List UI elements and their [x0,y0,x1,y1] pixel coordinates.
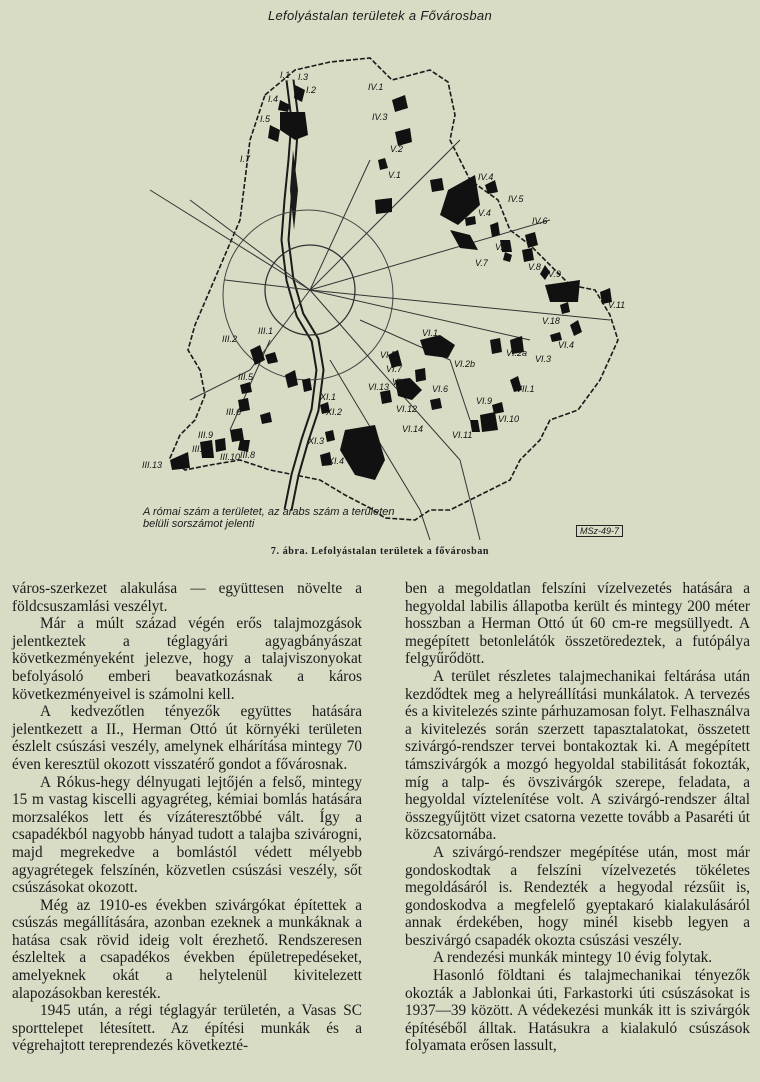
map-label: XI.1 [320,392,337,402]
paragraph: A kedvezőtlen tényezők együttes hatására jelentkezett a II., Herman Ottó út környéki területen észlelt csúszási veszély, amelynek elhárítása mintegy 70 éven keresztül okozott visszatérő gondot a fővárosnak. [12,703,362,773]
map-label: VI.5 [380,350,397,360]
map-label: VI.6 [432,384,449,394]
map-label: VI.7 [386,364,403,374]
budapest-map [130,40,640,540]
map-labels [142,70,625,470]
left-column [12,580,362,1055]
map-label: III.8 [240,450,256,460]
map-label: VI.13 [368,382,390,392]
map-label: I.1 [280,70,291,80]
map-label: V.8 [528,262,541,272]
paragraph: Hasonló földtani és talajmechanikai tényezők okozták a Jablonkai úti, Farkastorki úti csúszásokat is 1937—39 között. A védekezési munkák itt is szivárgók építéséből álltak. Hatásukra a kialakuló csúszások folyamata erősen lassult, [405,967,750,1055]
map-label: IV.6 [532,216,548,226]
map-label: V.7 [475,258,488,268]
map-label: V.6 [495,242,508,252]
map-label: VI.12 [396,404,418,414]
map-figure [130,40,640,540]
map-label: I.4 [268,94,279,104]
map-label: VI.8 [392,377,409,387]
map-label: VI.9 [476,396,493,406]
map-label: VI.4 [558,340,575,350]
paragraph: A Rókus-hegy délnyugati lejtőjén a felső, mintegy 15 m vastag kiscelli agyagréteg, kémiai bomlás hatására morzsalékos lett és vízáteresztőbbé vált. Így a csapadékból nagyobb hányad tudott a talajba szivárogni, majd megrekedve a bomlástól védett mélyebb agyagrétegek felszínén, közvetlen csúszási veszély, sőt csúszásokat okozott. [12,773,362,897]
paragraph: A rendezési munkák mintegy 10 évig folytak. [433,949,713,967]
map-label: VI.14 [402,424,424,434]
map-label: V.18 [542,316,560,326]
map-label: III.5 [238,372,254,382]
map-label: VI.2b [454,359,476,369]
map-label: III.6 [226,407,242,417]
map-label: V.4 [478,208,491,218]
map-label: I.5 [260,114,271,124]
map-label: XI.2 [326,407,343,417]
map-label: I.7 [240,154,251,164]
map-label: XI.4 [328,456,345,466]
map-label: III.10 [220,452,241,462]
map-label: VI.2a [506,348,528,358]
map-legend: A római szám a területet, az arabs szám a területen belüli sorszámot jelenti [143,506,395,530]
map-label: VI.11 [452,430,473,440]
map-label: I.3 [298,72,309,82]
map-label: III.1 [258,326,274,336]
map-label: IV.1 [368,82,384,92]
paragraph: város-szerkezet alakulása — együttesen növelte a földcsuszamlási veszélyt. [12,580,362,615]
map-label: I.2 [306,85,317,95]
map-stamp: MSz-49-7 [576,525,623,537]
map-label: IV.5 [508,194,524,204]
map-label: V.3 [448,212,461,222]
map-label: V.2 [390,144,403,154]
map-label: III.13 [142,460,163,470]
map-label: IV.4 [478,172,494,182]
paragraph: A szivárgó-rendszer megépítése után, most már gondoskodtak a felszíni vízelvezetés tökéletes megoldásáról is. Rendezték a hegyodal rézsűit is, gondoskodva a megfelelő gyeptakaró kialakulásáról annak érdekében, hogy minél kisebb legyen a beszivárgó csapadék okozta csúszási veszély. [405,843,750,949]
map-label: VI.10 [498,414,520,424]
paragraph: ben a megoldatlan felszíni vízelvezetés hatására a hegyoldal labilis állapotba került és mintegy 200 méter hosszban a Herman Ottó út 60 cm-re megsüllyedt. A megépített betonlelátók összetöredeztek, a futópálya felgyűrődött. [405,580,750,668]
figure-caption: 7. ábra. Lefolyástalan területek a fővárosban [270,546,490,557]
map-label: III.9 [198,430,214,440]
map-label: VI.3 [535,354,552,364]
map-label: VII.1 [516,384,535,394]
map-label: III.2 [222,334,238,344]
map-label: IV.3 [372,112,388,122]
paragraph: 1945 után, a régi téglagyár területén, a Vasas SC sporttelepet létesített. Az építési munkák és a végrehajtott tereprendezés következté- [12,1002,362,1055]
paragraph: Még az 1910-es években szivárgókat építettek a csúszás megállítására, azonban ezeknek a munkáknak a hatása csak rövid ideig volt érezhető. Rendszeresen észleltek a csapadékos években épületrepedéseket, amelyeknek okát a helytelenül kivitelezett alapozásokban keresték. [12,896,362,1002]
right-column [405,580,750,1055]
paragraph: A terület részletes talajmechanikai feltárása után kezdődtek meg a helyreállítási munkálatok. A tervezés és a kivitelezés szinte párhuzamosan folyt. Felhasználva a kivitelezés során szerzett tapasztalatokat, összetett szivárgó-rendszer tervei bontakoztak ki. A megépített támszivárgók a mozgó hegyoldal stabilitását fokozták, míg a talp- és övszivárgók szerepe, feladata, a hegyoldal víztelenítése volt. A szivárgó-rendszer által összegyűjtött vizet csatorna vezette tovább a Pasaréti út közcsatornába. [405,667,750,844]
map-title: Lefolyástalan területek a Fővárosban [268,8,492,23]
map-label: XI.3 [308,436,325,446]
paragraph: Már a múlt század végén erős talajmozgások jelentkeztek a téglagyári agyagbányászat következményeként jelezve, hogy a talajviszonyokat befolyásoló emberi beavatkozásnak a káros következményeivel is számolni kell. [12,615,362,703]
map-label: III.12 [192,444,213,454]
map-label: V.9 [548,269,561,279]
map-label: VI.1 [422,328,439,338]
map-label: V.1 [388,170,401,180]
map-label: V.11 [608,300,626,310]
